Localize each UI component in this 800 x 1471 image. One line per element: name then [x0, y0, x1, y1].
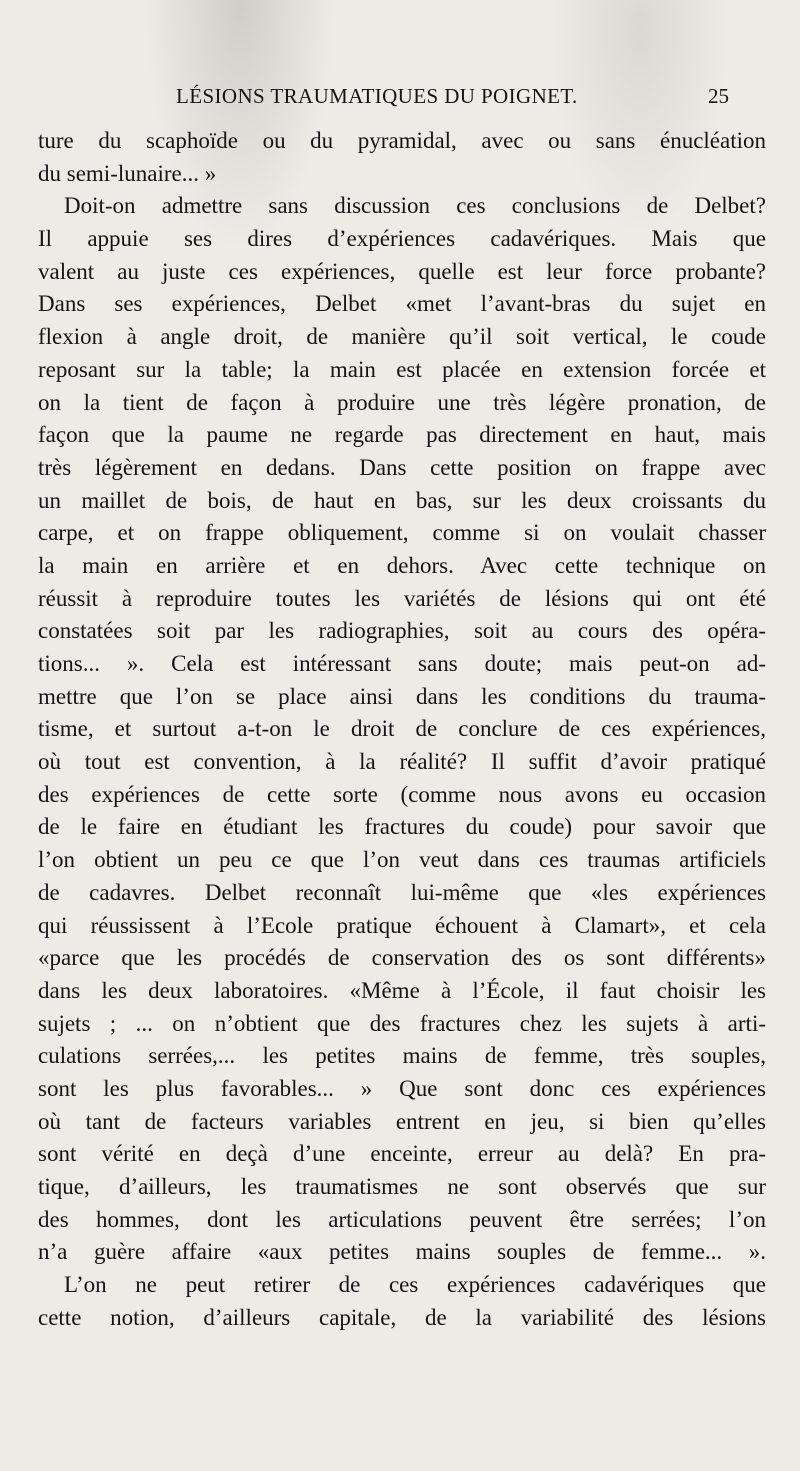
text-line: Il appuie ses dires d’expériences cadavériques. Mais que: [38, 226, 766, 252]
text-line: reposant sur la table; la main est placée en extension forcée et: [38, 356, 766, 382]
text-line: n’a guère affaire «aux petites mains souples de femme... ».: [38, 1239, 766, 1265]
text-line: valent au juste ces expériences, quelle est leur force probante?: [38, 258, 766, 284]
text-line: un maillet de bois, de haut en bas, sur les deux croissants du: [38, 487, 766, 513]
text-line: ture du scaphoïde ou du pyramidal, avec ou sans énucléation: [38, 128, 766, 153]
text-line: du semi-lunaire... »: [38, 160, 217, 186]
text-line: sujets ; ... on n’obtient que des fractures chez les sujets à arti-: [38, 1010, 766, 1036]
text-line: de cadavres. Delbet reconnaît lui-même que «les expériences: [38, 879, 766, 905]
text-line: dans les deux laboratoires. «Même à l’École, il faut choisir les: [38, 977, 766, 1003]
text-line: des hommes, dont les articulations peuvent être serrées; l’on: [38, 1206, 766, 1232]
text-line: Dans ses expériences, Delbet «met l’avant-bras du sujet en: [38, 291, 766, 317]
text-line: cette notion, d’ailleurs capitale, de la variabilité des lésions: [38, 1304, 766, 1330]
text-line: tisme, et surtout a-t-on le droit de conclure de ces expériences,: [38, 716, 766, 742]
text-line: réussit à reproduire toutes les variétés de lésions qui ont été: [38, 585, 766, 611]
text-line: L’on ne peut retirer de ces expériences cadavériques que: [64, 1272, 766, 1298]
text-line: où tant de facteurs variables entrent en jeu, si bien qu’elles: [38, 1108, 766, 1134]
page-header: [0, 84, 800, 114]
text-line: culations serrées,... les petites mains de femme, très souples,: [38, 1043, 766, 1069]
text-line: flexion à angle droit, de manière qu’il soit vertical, le coude: [38, 324, 766, 350]
text-line: «parce que les procédés de conservation des os sont différents»: [38, 945, 766, 971]
text-line: sont vérité en deçà d’une enceinte, erreur au delà? En pra-: [38, 1141, 766, 1167]
text-line: on la tient de façon à produire une très légère pronation, de: [38, 389, 766, 415]
body-text: [38, 125, 766, 1334]
text-line: sont les plus favorables... » Que sont donc ces expériences: [38, 1075, 766, 1101]
text-line: tique, d’ailleurs, les traumatismes ne sont observés que sur: [38, 1174, 766, 1199]
text-line: tions... ». Cela est intéressant sans doute; mais peut-on ad-: [38, 651, 766, 676]
text-line: de le faire en étudiant les fractures du coude) pour savoir que: [38, 814, 766, 840]
text-line: constatées soit par les radiographies, soit au cours des opéra-: [38, 618, 766, 644]
text-line: où tout est convention, à la réalité? Il suffit d’avoir pratiqué: [38, 749, 766, 775]
text-line: Doit-on admettre sans discussion ces conclusions de Delbet?: [64, 193, 766, 219]
text-line: la main en arrière et en dehors. Avec cette technique on: [38, 552, 766, 578]
running-title: LÉSIONS TRAUMATIQUES DU POIGNET.: [176, 84, 578, 108]
text-line: très légèrement en dedans. Dans cette position on frappe avec: [38, 454, 766, 480]
text-line: façon que la paume ne regarde pas directement en haut, mais: [38, 422, 766, 448]
text-line: des expériences de cette sorte (comme nous avons eu occasion: [38, 781, 766, 807]
text-line: carpe, et on frappe obliquement, comme si on voulait chasser: [38, 520, 766, 546]
text-line: qui réussissent à l’Ecole pratique échouent à Clamart», et cela: [38, 912, 766, 938]
page-number: 25: [708, 84, 729, 108]
text-line: mettre que l’on se place ainsi dans les conditions du trauma-: [38, 683, 766, 709]
text-line: l’on obtient un peu ce que l’on veut dans ces traumas artificiels: [38, 847, 766, 873]
